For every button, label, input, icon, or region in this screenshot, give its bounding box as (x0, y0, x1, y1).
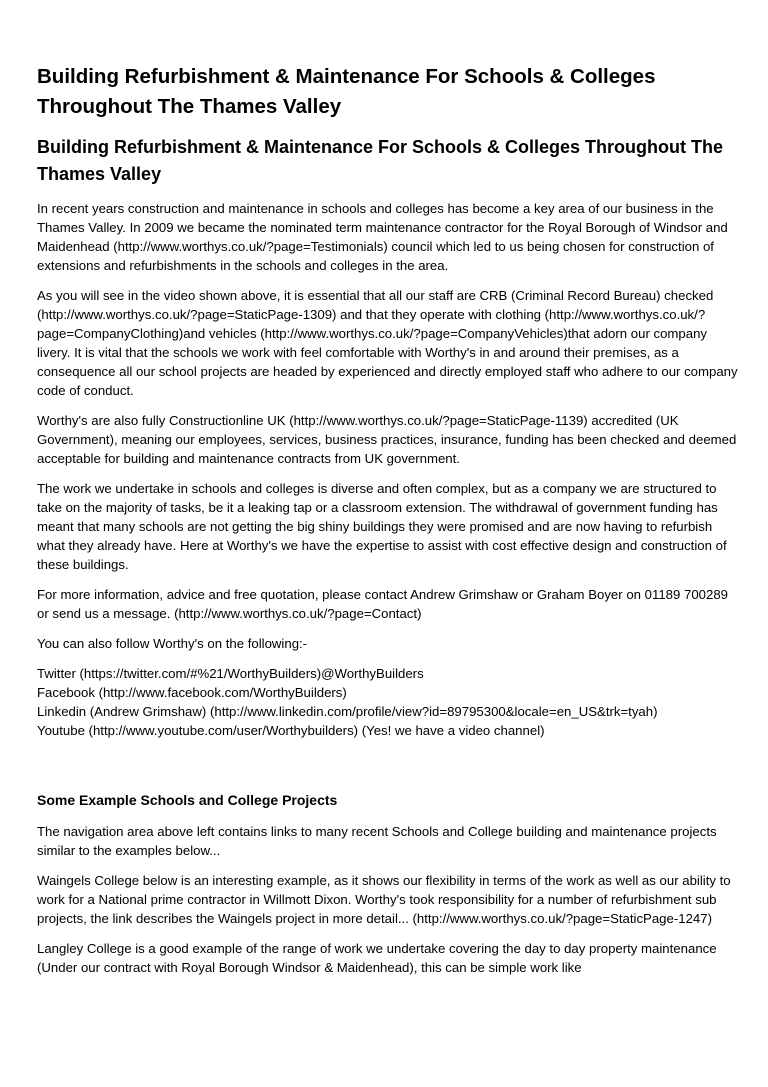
examples-heading: Some Example Schools and College Projects (37, 792, 338, 808)
paragraph-follow: You can also follow Worthy's on the following:- (37, 636, 308, 651)
social-link-linkedin[interactable]: Linkedin (Andrew Grimshaw) (http://www.linkedin.com/profile/view?id=89795300&locale=en_US&trk=tyah) (37, 704, 658, 719)
paragraph-staff-checks: As you will see in the video shown above, it is essential that all our staff are CRB (Criminal Record Bureau) checked (http://www.worthys.co.uk/?page=StaticPage-1309) and that they operate with clothing (http://www.worthys.co.uk/?page=CompanyClothing)and vehicles (http://www.worthys.co.uk/?page=CompanyVehicles)that adorn our company livery. It is vital that the schools we work with feel comfortable with Worthy's in and around their premises, as a consequence all our school projects are headed by experienced and directly employed staff who adhere to our company code of conduct. (37, 288, 738, 398)
paragraph-constructionline: Worthy's are also fully Constructionline UK (http://www.worthys.co.uk/?page=StaticPage-1139) accredited (UK Government), meaning our employees, services, business practices, insurance, funding has been checked and deemed acceptable for building and maintenance contracts from UK government. (37, 413, 737, 466)
social-link-facebook[interactable]: Facebook (http://www.facebook.com/WorthyBuilders) (37, 685, 347, 700)
page-heading: Building Refurbishment & Maintenance For Schools & Colleges Throughout The Thames Valley (37, 137, 724, 184)
document-title: Building Refurbishment & Maintenance For Schools & Colleges Throughout The Thames Valley (37, 65, 656, 118)
social-link-youtube[interactable]: Youtube (http://www.youtube.com/user/Worthybuilders) (Yes! we have a video channel) (37, 723, 545, 738)
paragraph-work-undertaken: The work we undertake in schools and colleges is diverse and often complex, but as a company we are structured to take on the majority of tasks, be it a leaking tap or a classroom extension. The withdrawal of government funding has meant that many schools are not getting the big shiny buildings they were promised and are now having to refurbish what they already have. Here at Worthy's we have the expertise to assist with cost effective design and construction of these buildings. (37, 481, 727, 572)
paragraph-intro: In recent years construction and maintenance in schools and colleges has become a key area of our business in the Thames Valley. In 2009 we became the nominated term maintenance contractor for the Royal Borough of Windsor and Maidenhead (http://www.worthys.co.uk/?page=Testimonials) council which led to us being chosen for construction of extensions and refurbishments in the schools and colleges in the area. (37, 201, 728, 273)
paragraph-contact: For more information, advice and free quotation, please contact Andrew Grimshaw or Graham Boyer on 01189 700289 or send us a message. (http://www.worthys.co.uk/?page=Contact) (37, 587, 729, 621)
paragraph-waingels: Waingels College below is an interesting example, as it shows our flexibility in terms of the work as well as our ability to work for a National prime contractor in Willmott Dixon. Worthy's took responsibility for a number of refurbishment sub projects, the link describes the Waingels project in more detail... (http://www.worthys.co.uk/?page=StaticPage-1247) (37, 873, 731, 926)
social-links-list (37, 664, 738, 740)
paragraph-examples-intro: The navigation area above left contains links to many recent Schools and College building and maintenance projects similar to the examples below... (37, 824, 717, 858)
social-link-twitter[interactable]: Twitter (https://twitter.com/#%21/WorthyBuilders)@WorthyBuilders (37, 666, 424, 681)
paragraph-langley: Langley College is a good example of the range of work we undertake covering the day to day property maintenance (Under our contract with Royal Borough Windsor & Maidenhead), this can be simple work like (37, 941, 717, 975)
section-spacer (37, 751, 738, 791)
